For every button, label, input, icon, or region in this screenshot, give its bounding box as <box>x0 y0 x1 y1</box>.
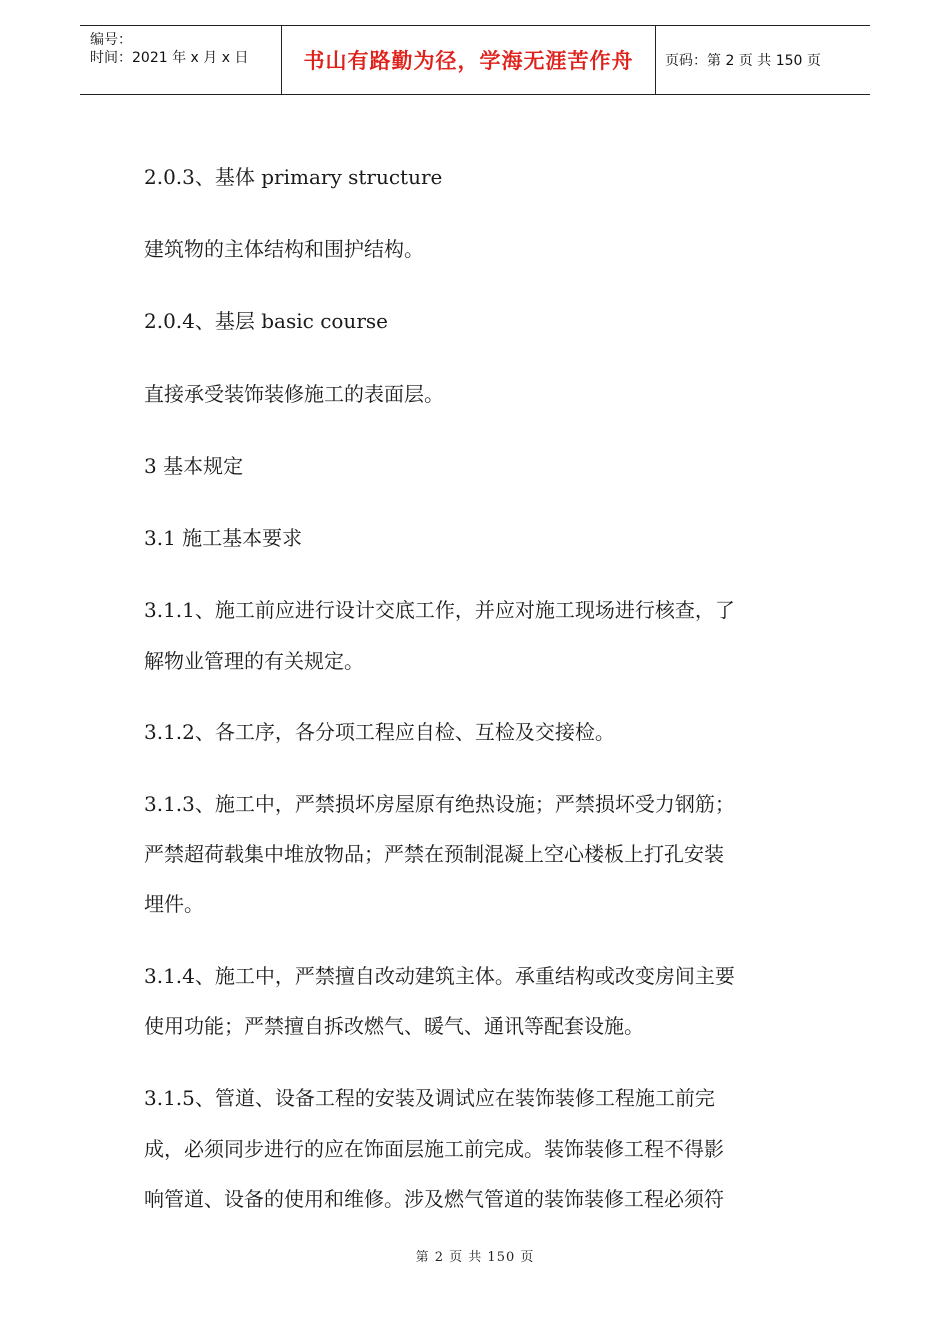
paragraph-line: 3.1.3、施工中，严禁损坏房屋原有绝热设施；严禁损坏受力钢筋； <box>144 792 735 816</box>
clause-heading: 2.0.3、基体 primary structure <box>144 165 443 189</box>
paragraph-line: 严禁超荷载集中堆放物品；严禁在预制混凝上空心楼板上打孔安装 <box>144 842 724 866</box>
paragraph-line: 3.1.2、各工序，各分项工程应自检、互检及交接检。 <box>144 720 615 744</box>
section-heading: 3 基本规定 <box>144 454 244 478</box>
paragraph-line: 3.1.5、管道、设备工程的安装及调试应在装饰装修工程施工前完 <box>144 1086 715 1110</box>
time-label: 时间：2021 年 x 月 x 日 <box>90 50 249 66</box>
subsection-heading: 3.1 施工基本要求 <box>144 526 303 550</box>
motto-text: 书山有路勤为径，学海无涯苦作舟 <box>303 49 634 73</box>
header-meta <box>80 26 280 94</box>
paragraph-line: 建筑物的主体结构和围护结构。 <box>144 237 424 261</box>
clause-heading: 2.0.4、基层 basic course <box>144 309 388 333</box>
paragraph-line: 响管道、设备的使用和维修。涉及燃气管道的装饰装修工程必须符 <box>144 1187 724 1211</box>
paragraph-line: 埋件。 <box>144 892 204 916</box>
paragraph-line: 3.1.4、施工中，严禁擅自改动建筑主体。承重结构或改变房间主要 <box>144 964 735 988</box>
paragraph-line: 使用功能；严禁擅自拆改燃气、暖气、通讯等配套设施。 <box>144 1014 644 1038</box>
document-header <box>80 25 870 95</box>
header-motto-cell <box>281 26 656 94</box>
paragraph-line: 解物业管理的有关规定。 <box>144 649 364 673</box>
number-label: 编号： <box>90 32 132 48</box>
paragraph-line: 3.1.1、施工前应进行设计交底工作，并应对施工现场进行核查，了 <box>144 598 735 622</box>
paragraph-line: 成，必须同步进行的应在饰面层施工前完成。装饰装修工程不得影 <box>144 1137 724 1161</box>
page-footer: 第 2 页 共 150 页 <box>415 1250 535 1265</box>
paragraph-line: 直接承受装饰装修施工的表面层。 <box>144 382 444 406</box>
header-page-info <box>655 26 880 94</box>
page-info-text: 页码：第 2 页 共 150 页 <box>665 53 821 69</box>
